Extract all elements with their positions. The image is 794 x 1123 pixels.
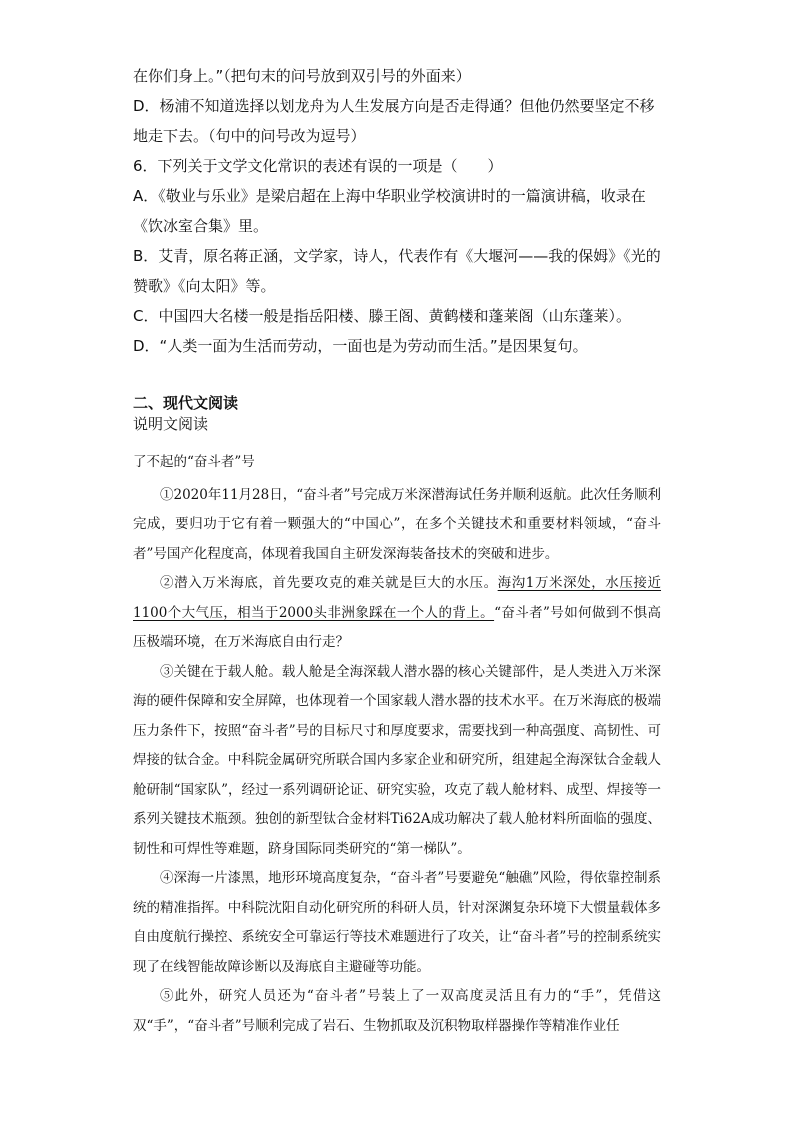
question-6-option-a: A．《敬业与乐业》是梁启超在上海中华职业学校演讲时的一篇演讲稿，收录在《饮冰室合集》里。	[133, 187, 646, 235]
section-header	[133, 393, 668, 435]
previous-option-continuation: 在你们身上。”（把句末的问号放到双引号的外面来）	[133, 67, 471, 85]
paragraph-2-lead: ②潜入万米海底，首先要攻克的难关就是巨大的水压。	[160, 575, 498, 591]
question-6-option-c: C．中国四大名楼一般是指岳阳楼、滕王阁、黄鹤楼和蓬莱阁（山东蓬莱）。	[133, 307, 631, 325]
reading-passage	[133, 448, 661, 1041]
paragraph-5: ⑤此外，研究人员还为“奋斗者”号装上了一双高度灵活且有力的“手”，凭借这双“手”，“奋斗者”号顺利完成了岩石、生物抓取及沉积物取样器操作等精准作业任	[133, 988, 661, 1034]
reading-type-label: 说明文阅读	[133, 415, 209, 433]
paragraph-1: ①2020年11月28日，“奋斗者”号完成万米深潜海试任务并顺利返航。此次任务顺利完成，要归功于它有着一颗强大的“中国心”，在多个关键技术和重要材料领域，“奋斗者”号国产化程度高，体现着我国自主研发深海装备技术的突破和进步。	[133, 486, 662, 562]
question-block	[133, 61, 668, 361]
question-6-option-b: B．艾青，原名蒋正涵，文学家，诗人，代表作有《大堰河——我的保姆》《光的赞歌》《向太阳》等。	[133, 247, 661, 295]
underlined-sentence: 海沟1万米深处，水压接近1100个大气压，相当于2000头非洲象踩在一个人的背上。	[133, 575, 662, 621]
article-title: 了不起的“奋斗者”号	[133, 454, 255, 470]
option-d-punctuation: D．杨浦不知道选择以划龙舟为人生发展方向是否走得通？但他仍然要坚定不移地走下去。（句中的问号改为逗号）	[133, 97, 655, 145]
paragraph-3: ③关键在于载人舱。载人舱是全海深载人潜水器的核心关键部件，是人类进入万米深海的硬件保障和安全屏障，也体现着一个国家载人潜水器的技术水平。在万米海底的极端压力条件下，按照“奋斗者”号的目标尺寸和厚度要求，需要找到一种高强度、高韧性、可焊接的钛合金。中科院金属研究所联合国内多家企业和研究所，组建起全海深钛合金载人舱研制“国家队”，经过一系列调研论证、研究实验，攻克了载人舱材料、成型、焊接等一系列关键技术瓶颈。独创的新型钛合金材料Ti62A成功解决了载人舱材料所面临的强度、韧性和可焊性等难题，跻身国际同类研究的“第一梯队”。	[133, 663, 661, 857]
paragraph-2	[133, 569, 661, 658]
section-heading: 二、现代文阅读	[133, 394, 239, 412]
question-6-stem: 6．下列关于文学文化常识的表述有误的一项是（ ）	[133, 157, 503, 175]
paragraph-2-question: “奋斗者”号如何做到不惧高压极端环境，在万米海底自由行走？	[133, 604, 661, 650]
question-6-option-d: D．“人类一面为生活而劳动，一面也是为劳动而生活。”是因果复句。	[133, 337, 588, 355]
paragraph-4: ④深海一片漆黑，地形环境高度复杂，“奋斗者”号要避免“触礁”风险，得依靠控制系统的精准指挥。中科院沈阳自动化研究所的科研人员，针对深渊复杂环境下大惯量载体多自由度航行操控、系统安全可靠运行等技术难题进行了攻关，让“奋斗者”号的控制系统实现了在线智能故障诊断以及海底自主避碰等功能。	[133, 870, 661, 975]
